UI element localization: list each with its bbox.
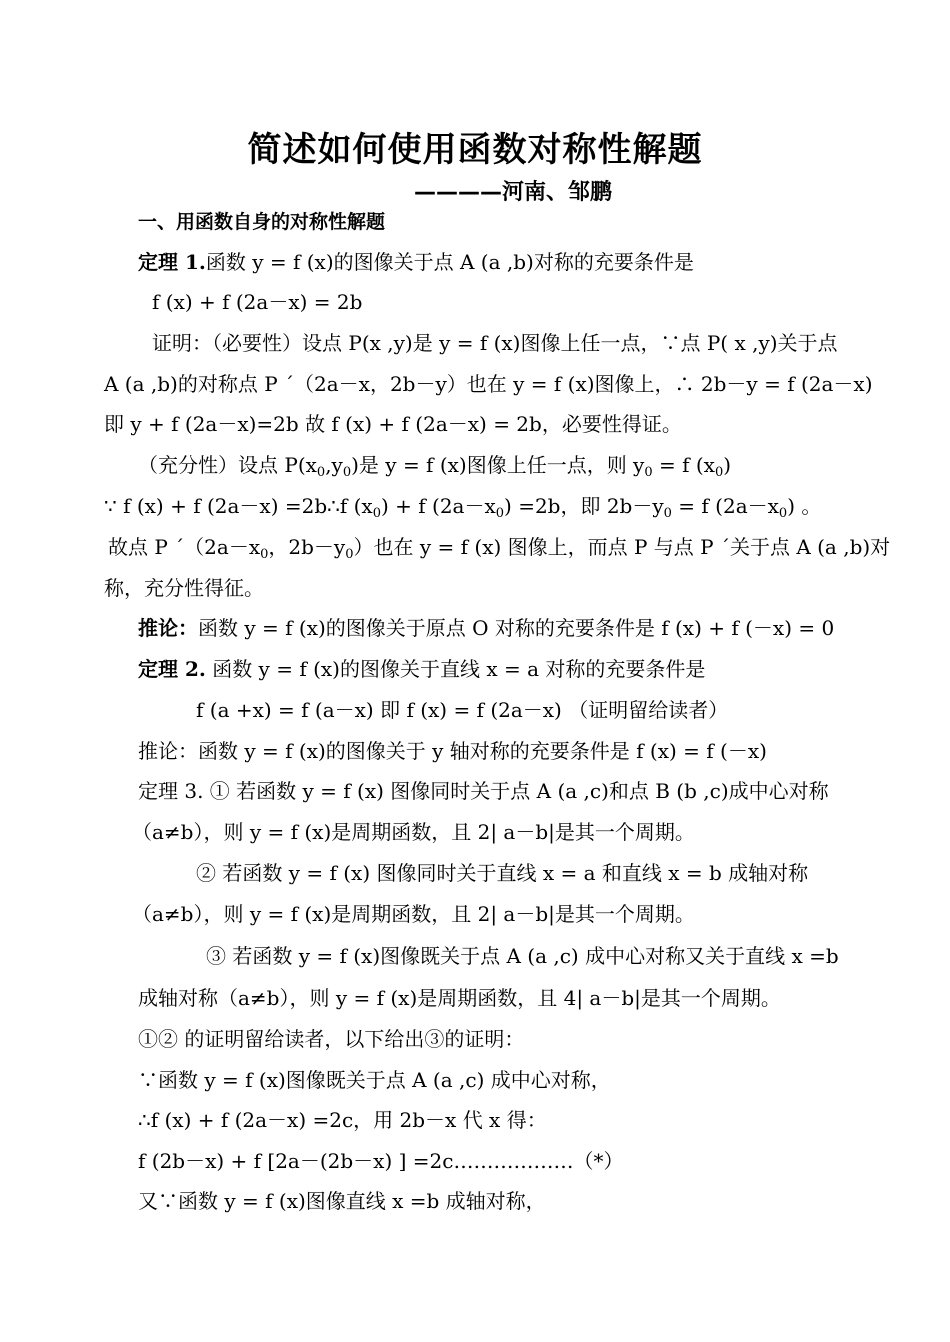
corollary1-text: 函数 y = f (x)的图像关于原点 O 对称的充要条件是 f (x) + f (－x) = 0	[198, 616, 835, 640]
proof3-line1: ∵函数 y = f (x)图像既关于点 A (a ,c) 成中心对称，	[138, 1068, 611, 1092]
proof-sufficiency-line4: 称，充分性得征。	[104, 576, 264, 600]
proof-note: ①② 的证明留给读者，以下给出③的证明：	[138, 1027, 525, 1051]
subscript-zero: 0	[260, 547, 269, 562]
proof-sufficiency-line1	[138, 451, 731, 479]
subscript-zero: 0	[316, 465, 326, 480]
corollary2: 推论：函数 y = f (x)的图像关于 y 轴对称的充要条件是 f (x) = f (－x)	[138, 739, 767, 763]
theorem3-part2-line2: （a≠b），则 y = f (x)是周期函数，且 2| a－b|是其一个周期。	[132, 902, 695, 926]
theorem3-part2-line1: ② 若函数 y = f (x) 图像同时关于直线 x = a 和直线 x = b 成轴对称	[196, 861, 809, 885]
theorem2-statement	[138, 655, 705, 683]
text-run: )	[723, 453, 732, 477]
text-run: 故点 P ˊ（2a－x	[108, 535, 261, 559]
theorem2-formula: f (a +x) = f (a－x) 即 f (x) = f (2a－x) （证明留给读者）	[196, 698, 729, 722]
theorem1-formula: f (x) + f (2a－x) = 2b	[152, 290, 363, 314]
theorem2-text: 函数 y = f (x)的图像关于直线 x = a 对称的充要条件是	[205, 657, 706, 681]
proof-necessity-line1: 证明：（必要性）设点 P(x ,y)是 y = f (x)图像上任一点，∵点 P( x ,y)关于点	[152, 331, 838, 355]
subscript-zero: 0	[342, 465, 352, 480]
theorem3-part3-line2: 成轴对称（a≠b），则 y = f (x)是周期函数，且 4| a－b|是其一个周期。	[138, 986, 781, 1010]
theorem3-part3-line1: ③ 若函数 y = f (x)图像既关于点 A (a ,c) 成中心对称又关于直线 x =b	[206, 944, 839, 968]
proof-necessity-line3: 即 y + f (2a－x)=2b 故 f (x) + f (2a－x) = 2b，必要性得证。	[104, 412, 682, 436]
text-run: ，2b－y	[268, 535, 346, 559]
proof-sufficiency-line3	[108, 533, 890, 561]
proof-sufficiency-line2	[104, 492, 821, 520]
subscript-zero: 0	[372, 506, 381, 521]
subscript-zero: 0	[495, 506, 505, 521]
theorem3-part1-line2: （a≠b），则 y = f (x)是周期函数，且 2| a－b|是其一个周期。	[132, 820, 695, 844]
corollary1	[138, 614, 834, 642]
document-title: 简述如何使用函数对称性解题	[247, 130, 703, 170]
proof3-line3: f (2b－x) + f [2a－(2b－x) ] =2c………………（*）	[138, 1149, 624, 1173]
proof3-line4: 又∵函数 y = f (x)图像直线 x =b 成轴对称，	[138, 1189, 546, 1213]
theorem2-label: 定理 2.	[138, 657, 206, 681]
corollary1-label: 推论：	[138, 616, 198, 640]
subscript-zero: 0	[644, 465, 653, 480]
proof-necessity-line2: A (a ,b)的对称点 P ˊ（2a－x，2b－y）也在 y = f (x)图像上，∴ 2b－y = f (2a－x)	[104, 372, 873, 396]
subscript-zero: 0	[663, 506, 672, 521]
text-run: ) =2b，即 2b－y	[504, 494, 664, 518]
section-heading: 一、用函数自身的对称性解题	[138, 211, 386, 233]
text-run: = f (2a－x	[671, 494, 779, 518]
text-run: = f (x	[652, 453, 715, 477]
text-run: （充分性）设点 P(x	[138, 453, 317, 477]
text-run: ）也在 y = f (x) 图像上，而点 P 与点 P ˊ关于点 A (a ,b)对	[353, 535, 891, 559]
subscript-zero: 0	[714, 465, 724, 480]
document-author: ————河南、邹鹏	[414, 180, 613, 205]
theorem1-statement	[138, 248, 694, 276]
text-run: ) + f (2a－x	[380, 494, 496, 518]
theorem3-part1-line1: 定理 3. ① 若函数 y = f (x) 图像同时关于点 A (a ,c)和点 B (b ,c)成中心对称	[138, 779, 829, 803]
proof3-line2: ∴f (x) + f (2a－x) =2c，用 2b－x 代 x 得：	[138, 1108, 547, 1132]
text-run: ,y	[325, 453, 343, 477]
text-run: )是 y = f (x)图像上任一点，则 y	[351, 453, 645, 477]
theorem1-text: 函数 y = f (x)的图像关于点 A (a ,b)对称的充要条件是	[205, 250, 694, 274]
subscript-zero: 0	[345, 547, 354, 562]
theorem1-label: 定理 1.	[138, 250, 206, 274]
text-run: ) 。	[787, 494, 822, 518]
subscript-zero: 0	[778, 506, 788, 521]
text-run: ∵ f (x) + f (2a－x) =2b∴f (x	[104, 494, 373, 518]
